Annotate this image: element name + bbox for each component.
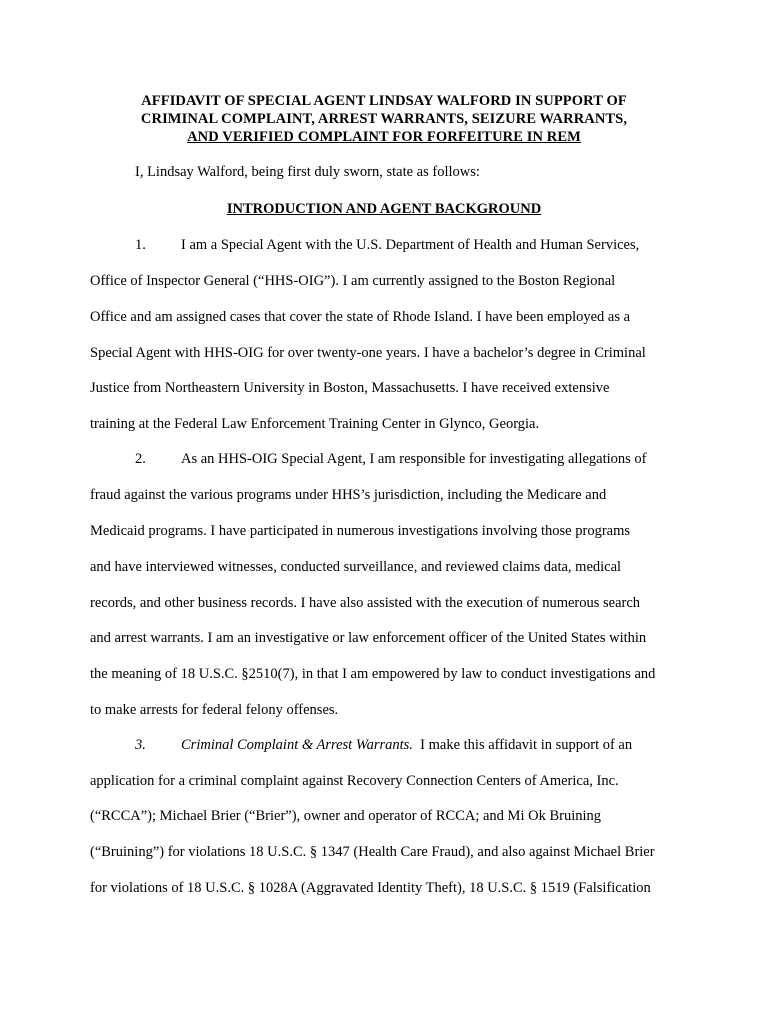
paragraph-1-line: training at the Federal Law Enforcement Training Center in Glynco, Georgia. [90,416,540,432]
paragraph-1-line: Office and am assigned cases that cover the state of Rhode Island. I have been employed as a [90,309,631,325]
sworn-statement: I, Lindsay Walford, being first duly sworn, state as follows: [135,164,480,180]
paragraph-3-first-line [181,736,632,754]
paragraph-1-line: Justice from Northeastern University in Boston, Massachusetts. I have received extensive [90,380,610,396]
paragraph-1-line: Special Agent with HHS-OIG for over twenty-one years. I have a bachelor’s degree in Criminal [90,345,646,361]
paragraph-2-line: the meaning of 18 U.S.C. §2510(7), in that I am empowered by law to conduct investigations and [90,666,656,682]
paragraph-2-line: Medicaid programs. I have participated in numerous investigations involving those programs [90,523,631,539]
paragraph-3-line: for violations of 18 U.S.C. § 1028A (Aggravated Identity Theft), 18 U.S.C. § 1519 (Falsification [90,880,651,896]
title-line-1: AFFIDAVIT OF SPECIAL AGENT LINDSAY WALFORD IN SUPPORT OF [141,93,627,109]
paragraph-2-line: and arrest warrants. I am an investigative or law enforcement officer of the United States within [90,630,647,646]
paragraph-2-first-line: As an HHS-OIG Special Agent, I am responsible for investigating allegations of [181,451,647,467]
paragraph-2-line: records, and other business records. I have also assisted with the execution of numerous search [90,595,641,611]
title-line-3: AND VERIFIED COMPLAINT FOR FORFEITURE IN REM [187,129,581,145]
section-heading: INTRODUCTION AND AGENT BACKGROUND [226,201,542,217]
paragraph-2-line: fraud against the various programs under HHS’s jurisdiction, including the Medicare and [90,487,607,503]
paragraph-2-line: and have interviewed witnesses, conducted surveillance, and reviewed claims data, medical [90,559,622,575]
paragraph-1-first-line: I am a Special Agent with the U.S. Department of Health and Human Services, [181,237,640,253]
document-title [0,92,768,146]
title-line-2: CRIMINAL COMPLAINT, ARREST WARRANTS, SEIZURE WARRANTS, [140,111,628,127]
paragraph-2-line: to make arrests for federal felony offenses. [90,702,339,718]
paragraph-1-line: Office of Inspector General (“HHS-OIG”). I am currently assigned to the Boston Regional [90,273,616,289]
paragraph-3-line: (“RCCA”); Michael Brier (“Brier”), owner and operator of RCCA; and Mi Ok Bruining [90,808,601,824]
paragraph-1-number: 1. [135,237,146,253]
paragraph-3-heading: Criminal Complaint & Arrest Warrants. [181,737,413,753]
paragraph-2-number: 2. [135,451,146,467]
paragraph-3-line: application for a criminal complaint against Recovery Connection Centers of America, Inc. [90,773,619,789]
paragraph-3-number [135,736,146,754]
paragraph-3-first-line-text: I make this affidavit in support of an [412,737,633,753]
paragraph-3-number-text: 3. [135,737,146,753]
paragraph-3-line: (“Bruining”) for violations 18 U.S.C. § 1347 (Health Care Fraud), and also against Michael Brier [90,844,655,860]
